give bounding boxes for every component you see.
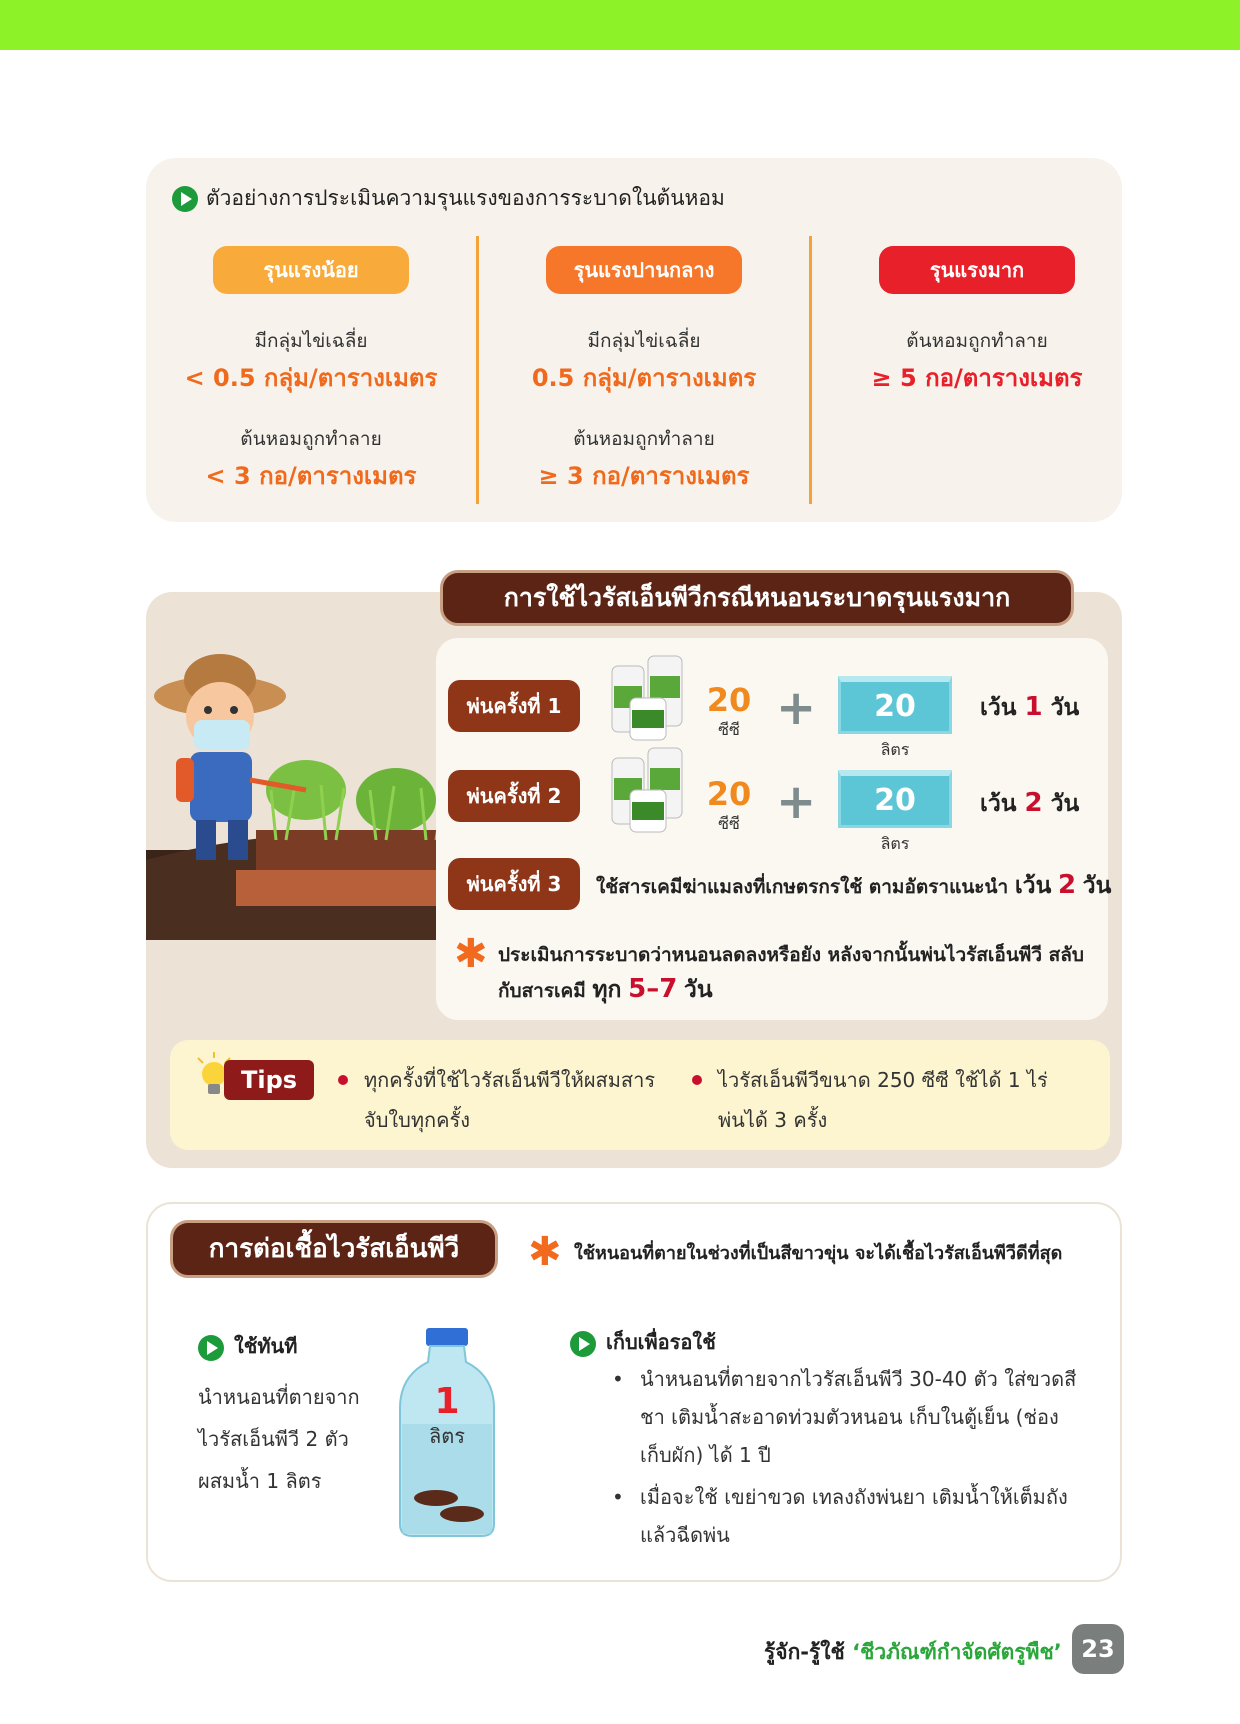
npv-amount-number: 20 [706,775,752,813]
severity-example-panel [146,158,1122,522]
severity-badge-high: รุนแรงมาก [879,246,1075,294]
npv-amount-unit: ซีซี [718,814,740,833]
asterisk-icon: ✱ [454,931,488,977]
water-amount-unit: ลิตร [880,740,910,759]
bottle-label [396,1381,498,1452]
top-color-bar [0,0,1240,50]
page-footer: รู้จัก-รู้ใช้ ‘ชีวภัณฑ์กำจัดศัตรูพืช’ [764,1640,1062,1664]
metric-label: มีกลุ่มไข่เฉลี่ย [587,330,701,352]
npv-amount-number: 20 [706,681,752,719]
list-item: • นำหนอนที่ตายจากไวรัสเอ็นพีวี 30-40 ตัว ใส่ขวดสีชา เติมน้ำสะอาดท่วมตัวหนอน เก็บในตู้เย็น (ช่องเก็บผัก) ได้ 1 ปี [640,1360,1080,1474]
immediate-use-text: นำหนอนที่ตายจาก ไวรัสเอ็นพีวี 2 ตัว ผสมน้ำ 1 ลิตร [198,1385,360,1493]
play-icon [198,1335,224,1361]
spray-interval: เว้น 2 วัน [980,788,1080,818]
interval-days: 1 [1024,692,1043,722]
water-amount-number: 20 [874,689,916,724]
severity-column-low [146,246,476,490]
metric-label: ต้นหอมถูกทำลาย [573,428,715,450]
assessment-note: ประเมินการระบาดว่าหนอนลดลงหรือยัง หลังจากนั้นพ่นไวรัสเอ็นพีวี สลับกับสารเคมี ทุก 5–7 วัน [498,944,1084,1004]
severity-column-high [812,246,1142,392]
immediate-use-heading: ใช้ทันที [198,1330,297,1362]
interval-days: 2 [1057,870,1077,900]
store-use-heading: เก็บเพื่อรอใช้ [570,1326,716,1358]
npv-amount [700,776,758,837]
play-icon [570,1331,596,1357]
store-steps-list [640,1360,1080,1558]
bullet-dot [338,1075,348,1085]
tip-item: ทุกครั้งที่ใช้ไวรัสเอ็นพีวีให้ผสมสาร จับใบทุกครั้ง [364,1060,664,1140]
npv-bottles-icon [608,652,688,744]
water-tank-icon [838,770,952,828]
metric-label: ต้นหอมถูกทำลาย [240,428,382,450]
plus-icon: + [776,774,817,830]
metric-value: ≥ 5 กอ/ตารางเมตร [871,364,1083,392]
npv-usage-header: การใช้ไวรัสเอ็นพีวีกรณีหนอนระบาดรุนแรงมาก [440,570,1074,626]
bottle-volume-number: 1 [434,1381,460,1422]
water-tank-icon [838,676,952,734]
severity-column-medium [479,246,809,490]
water-amount-number: 20 [874,783,916,818]
tip-item: ไวรัสเอ็นพีวีขนาด 250 ซีซี ใช้ได้ 1 ไร่ พ่นได้ 3 ครั้ง [718,1060,1048,1140]
propagation-note: ใช้หนอนที่ตายในช่วงที่เป็นสีขาวขุ่น จะได้เชื้อไวรัสเอ็นพีวีดีที่สุด [574,1243,1063,1264]
tips-label: Tips [224,1060,314,1100]
spray-interval: เว้น 1 วัน [980,692,1080,722]
bullet-dot [692,1075,702,1085]
water-amount-unit: ลิตร [880,834,910,853]
spray-step-1-label: พ่นครั้งที่ 1 [448,680,580,732]
page-number: 23 [1072,1624,1124,1674]
play-icon [172,186,198,212]
spray-step-3-instruction: ใช้สารเคมีฆ่าแมลงที่เกษตรกรใช้ ตามอัตราแนะนำ เว้น 2 วัน [596,870,1112,900]
interval-days: 2 [1024,788,1043,818]
npv-bottles-icon [608,744,688,836]
severity-badge-low: รุนแรงน้อย [213,246,409,294]
bottle-volume-unit: ลิตร [429,1424,465,1448]
plus-icon: + [776,680,817,736]
asterisk-icon: ✱ [528,1229,562,1275]
list-item: • เมื่อจะใช้ เขย่าขวด เทลงถังพ่นยา เติมน้ำให้เต็มถัง แล้วฉีดพ่น [640,1478,1080,1554]
metric-label: มีกลุ่มไข่เฉลี่ย [254,330,368,352]
metric-value: < 0.5 กลุ่ม/ตารางเมตร [184,364,438,392]
severity-badge-medium: รุนแรงปานกลาง [546,246,742,294]
metric-value: < 3 กอ/ตารางเมตร [205,462,417,490]
metric-label: ต้นหอมถูกทำลาย [906,330,1048,352]
spray-step-3-label: พ่นครั้งที่ 3 [448,858,580,910]
metric-value: ≥ 3 กอ/ตารางเมตร [538,462,750,490]
spray-step-2-label: พ่นครั้งที่ 2 [448,770,580,822]
severity-section-title: ตัวอย่างการประเมินความรุนแรงของการระบาดในต้นหอม [172,182,725,215]
npv-amount-unit: ซีซี [718,720,740,739]
npv-propagation-header: การต่อเชื้อไวรัสเอ็นพีวี [170,1220,498,1278]
npv-amount [700,682,758,743]
metric-value: 0.5 กลุ่ม/ตารางเมตร [531,364,757,392]
